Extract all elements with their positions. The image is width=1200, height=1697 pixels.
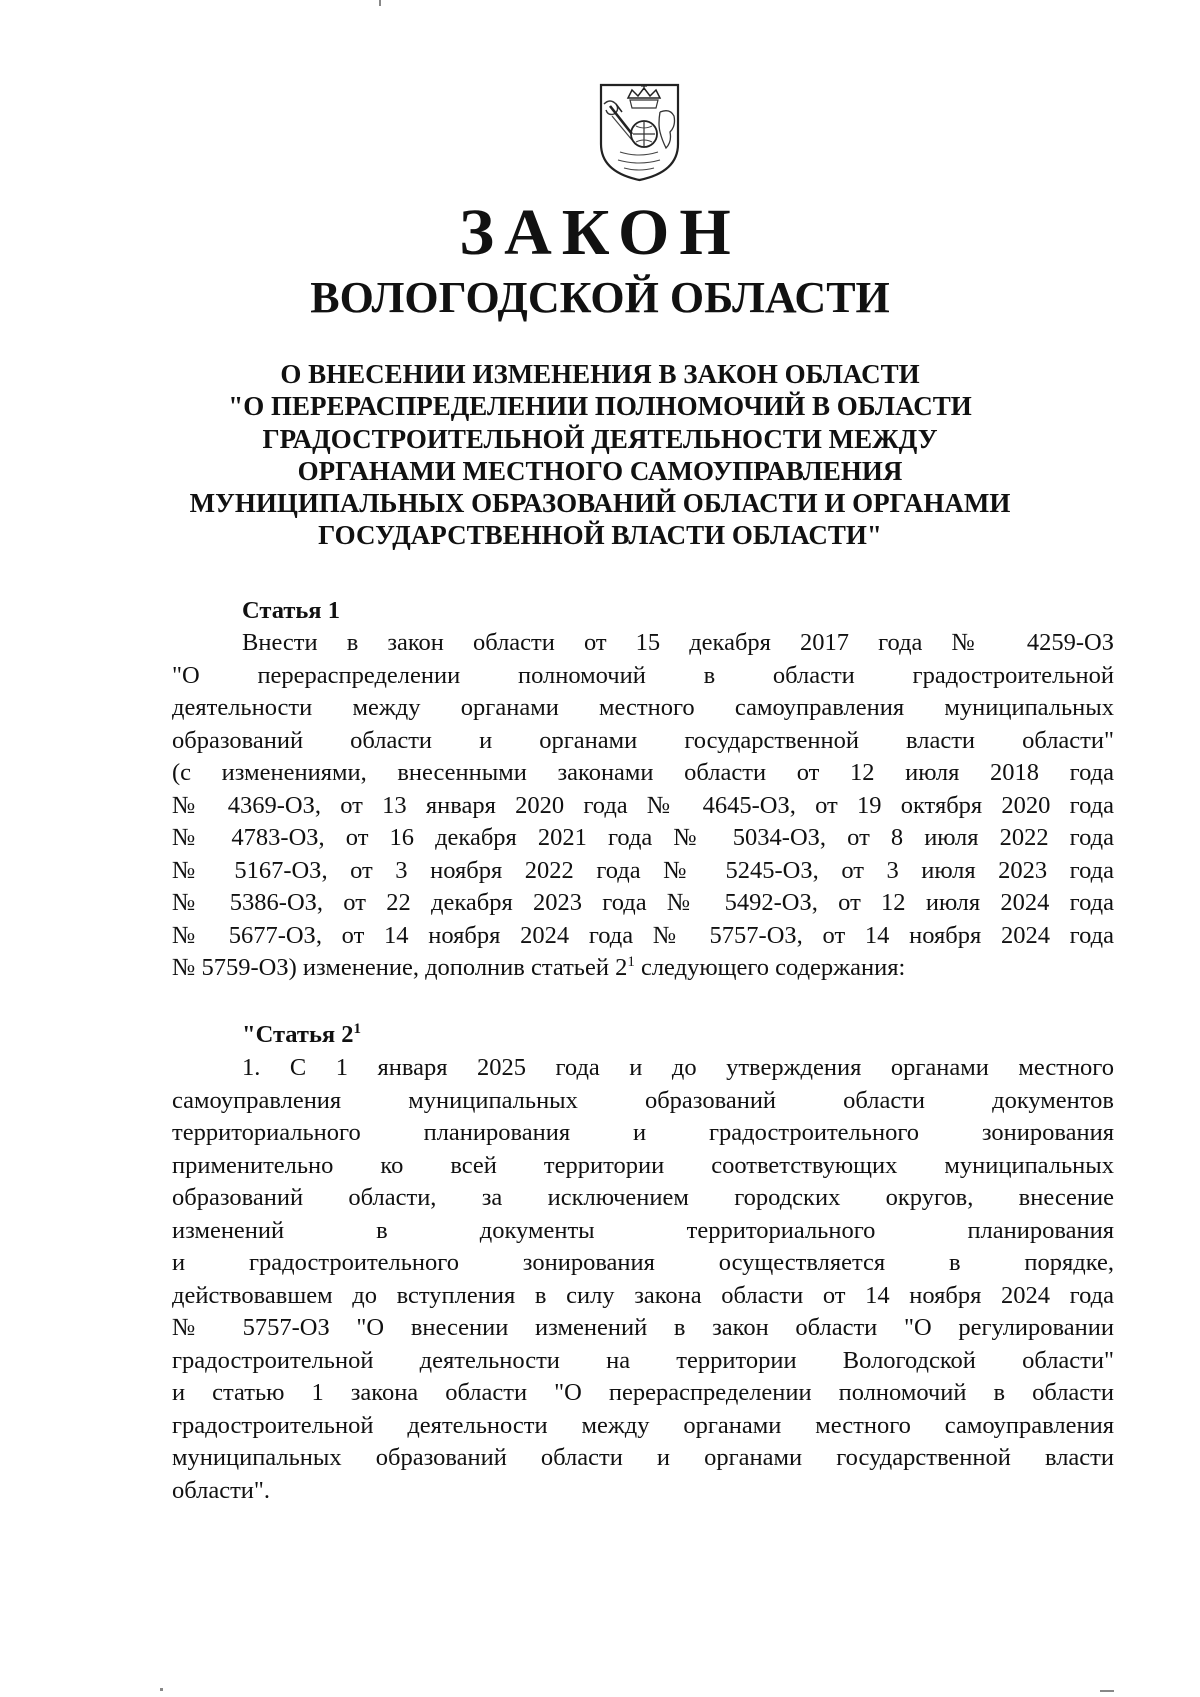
scan-artifact [160, 1688, 163, 1691]
paragraph-line: 1. С 1 января 2025 года и до утверждения органами местного [242, 1054, 1114, 1081]
heading-line: ОРГАНАМИ МЕСТНОГО САМОУПРАВЛЕНИЯ [297, 455, 903, 486]
paragraph-line: территориального планирования и градостроительного зонирования [172, 1119, 1114, 1146]
paragraph-line: № 5386-ОЗ, от 22 декабря 2023 года № 5492-ОЗ, от 12 июля 2024 года [172, 889, 1114, 916]
paragraph-line: № 4783-ОЗ, от 16 декабря 2021 года № 5034-ОЗ, от 8 июля 2022 года [172, 824, 1114, 851]
paragraph-line: образований области и органами государственной власти области" [172, 726, 1114, 754]
paragraph-line: Внести в закон области от 15 декабря 2017 года № 4259-ОЗ [242, 629, 1114, 656]
paragraph-line: № 5677-ОЗ, от 14 ноября 2024 года № 5757-ОЗ, от 14 ноября 2024 года [172, 921, 1114, 949]
article-1-title: Статья 1 [242, 597, 340, 624]
paragraph-line: (с изменениями, внесенными законами области от 12 июля 2018 года [172, 759, 1114, 786]
paragraph-line: самоуправления муниципальных образований области документов [172, 1086, 1114, 1114]
article-1-body [172, 627, 1114, 985]
paragraph-line: и статью 1 закона области "О перераспределении полномочий в области [172, 1379, 1114, 1406]
paragraph-line-text: № 5759-ОЗ) изменение, дополнив статьей 2 [172, 954, 628, 981]
paragraph-line: градостроительной деятельности между органами местного самоуправления [172, 1411, 1114, 1439]
paragraph-line: изменений в документы территориального планирования [172, 1216, 1114, 1244]
scan-artifact [1100, 1690, 1114, 1692]
paragraph-line: области". [172, 1476, 271, 1504]
paragraph-line: образований области, за исключением городских округов, внесение [172, 1184, 1114, 1211]
paragraph-line-text: следующего содержания: [634, 954, 906, 981]
article-2-1-title [242, 1019, 361, 1051]
article-title-text: "Статья 2 [242, 1021, 354, 1048]
vologda-coat-of-arms-icon [598, 82, 681, 182]
paragraph-line: деятельности между органами местного самоуправления муниципальных [172, 694, 1114, 721]
superscript: 1 [627, 954, 635, 970]
law-heading [150, 358, 1050, 552]
heading-line: ГРАДОСТРОИТЕЛЬНОЙ ДЕЯТЕЛЬНОСТИ МЕЖДУ [262, 423, 938, 454]
paragraph-line: "О перераспределении полномочий в области градостроительной [172, 661, 1114, 689]
paragraph-line: № 4369-ОЗ, от 13 января 2020 года № 4645-ОЗ, от 19 октября 2020 года [172, 791, 1114, 819]
superscript: 1 [353, 1021, 362, 1037]
paragraph-line: и градостроительного зонирования осуществляется в порядке, [172, 1249, 1114, 1276]
heading-line: "О ПЕРЕРАСПРЕДЕЛЕНИИ ПОЛНОМОЧИЙ В ОБЛАСТИ [228, 391, 972, 422]
paragraph-line: градостроительной деятельности на территории Вологодской области" [172, 1346, 1114, 1374]
paragraph-line: действовавшем до вступления в силу закона области от 14 ноября 2024 года [172, 1281, 1114, 1309]
paragraph-line: муниципальных образований области и органами государственной власти [172, 1444, 1114, 1471]
scan-artifact [379, 0, 381, 6]
heading-line: ГОСУДАРСТВЕННОЙ ВЛАСТИ ОБЛАСТИ" [318, 520, 882, 551]
heading-line: О ВНЕСЕНИИ ИЗМЕНЕНИЯ В ЗАКОН ОБЛАСТИ [280, 359, 920, 389]
paragraph-line: применительно ко всей территории соответствующих муниципальных [172, 1151, 1114, 1179]
document-type-title: ЗАКОН [459, 196, 741, 269]
region-title: ВОЛОГОДСКОЙ ОБЛАСТИ [310, 273, 890, 322]
paragraph-line [172, 952, 1114, 985]
article-2-1-body [172, 1052, 1114, 1507]
paragraph-line: № 5757-ОЗ "О внесении изменений в закон области "О регулировании [172, 1314, 1114, 1341]
heading-line: МУНИЦИПАЛЬНЫХ ОБРАЗОВАНИЙ ОБЛАСТИ И ОРГАНАМИ [189, 488, 1011, 519]
paragraph-line: № 5167-ОЗ, от 3 ноября 2022 года № 5245-ОЗ, от 3 июля 2023 года [172, 856, 1114, 884]
